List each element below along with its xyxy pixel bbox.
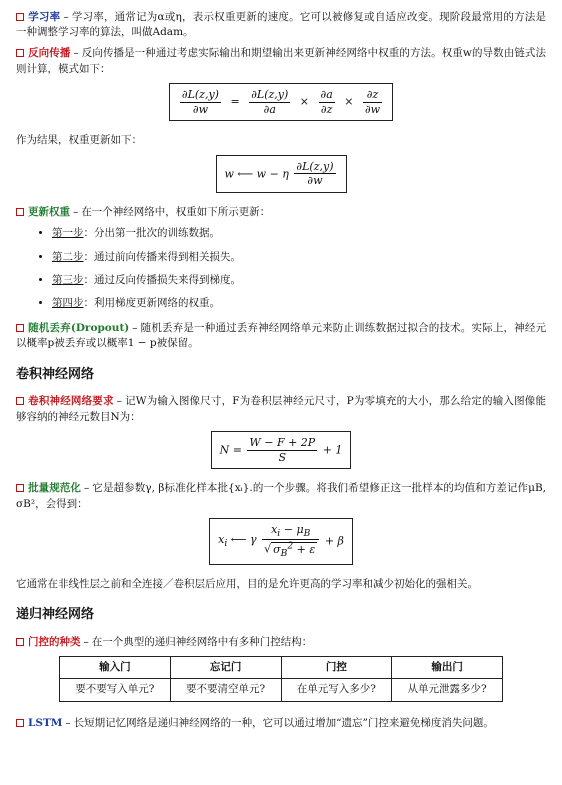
table-header-cell: 忘记门: [170, 657, 281, 679]
gates-term: 门控的种类: [28, 635, 81, 648]
cnn-heading: 卷积神经网络: [16, 366, 95, 382]
backprop-paragraph: 反向传播 – 反向传播是一种通过考虑实际输出和期望输出来更新神经网络中权重的方法。权重w的导数由链式法则计算，模式如下：: [16, 47, 546, 75]
chain-rule-equation: $\frac{\partial L(z,y)}{\partial w}$ = $\frac{\partial L(z,y)}{\partial a}$ × $\frac{\partial a}{\partial z}$ × $\frac{\partial z}{\partial w}$: [16, 83, 546, 122]
table-cell: 要不要清空单元?: [170, 679, 281, 701]
update-weights-paragraph: 更新权重 – 在一个神经网络中，权重如下所示更新：: [16, 205, 546, 220]
weight-update-equation: w ⟵ w − η $\frac{\partial L(z,y)}{\partial w}$: [16, 155, 546, 194]
learning-rate-term: 学习率: [28, 11, 61, 23]
backprop-result-text: 作为结果，权重更新如下：: [16, 134, 142, 147]
list-item: • 第一步：分出第一批次的训练数据。: [52, 226, 546, 241]
update-weights-term: 更新权重: [28, 206, 70, 219]
cnn-term: 卷积神经网络要求: [28, 395, 114, 408]
dropout-paragraph: 随机丢弃(Dropout) – 随机丢弃是一种通过丢弃神经网络单元来防止训练数据过拟合的技术。实际上，神经元以概率p被丢弃或以概率1 − p被保留。: [16, 322, 547, 350]
learning-rate-paragraph: 学习率 – 学习率，通常记为α或η，表示权重更新的速度。它可以被修复或自适应改变。现阶段最常用的方法是一种调整学习率的算法，叫做Adam。: [16, 11, 547, 39]
batchnorm-after-text: 它通常在非线性层之前和全连接／卷积层后应用，目的是允许更高的学习率和减少初始化的强相关。: [16, 577, 478, 590]
batchnorm-paragraph: 批量规范化 – 它是超参数γ, β标准化样本批{xᵢ}.的一个步骤。将我们希望修正这一批样本的均值和方差记作μB, σB²，会得到：: [16, 482, 546, 510]
list-item: • 第四步：利用梯度更新网络的权重。: [52, 296, 546, 311]
checkbox-bullet-icon: [16, 719, 24, 727]
table-row: [60, 679, 503, 701]
gates-paragraph: 门控的种类 – 在一个典型的递归神经网络中有多种门控结构：: [16, 635, 546, 650]
table-cell: 在单元写入多少?: [281, 679, 392, 701]
learning-rate-text: 学习率，通常记为α或η，表示权重更新的速度。它可以被修复或自适应改变。现阶段最常用的方法是一种调整学习率的算法，叫做Adam。: [16, 11, 547, 39]
list-item: • 第三步：通过反向传播损失来得到梯度。: [52, 273, 546, 288]
lstm-text: 长短期记忆网络是递归神经网络的一种，它可以通过增加“遗忘”门控来避免梯度消失问题。: [73, 716, 494, 729]
table-header-cell: 门控: [281, 657, 392, 679]
rnn-heading: 递归神经网络: [16, 607, 95, 622]
neuron-count-equation: N = $\frac{W - F + 2P}{S}$ + 1: [16, 431, 546, 470]
checkbox-bullet-icon: [16, 208, 24, 216]
lstm-paragraph: LSTM – 长短期记忆网络是递归神经网络的一种，它可以通过增加“遗忘”门控来避免梯度消失问题。: [16, 716, 546, 731]
list-item: • 第二步：通过前向传播来得到相关损失。: [52, 250, 546, 265]
checkbox-bullet-icon: [16, 49, 24, 57]
dropout-text: 随机丢弃是一种通过丢弃神经网络单元来防止训练数据过拟合的技术。实际上，神经元以概率p被丢弃或以概率1 − p被保留。: [16, 322, 547, 350]
checkbox-bullet-icon: [16, 13, 24, 21]
gates-text: 在一个典型的递归神经网络中有多种门控结构：: [91, 635, 313, 648]
cnn-paragraph: 卷积神经网络要求 – 记W为输入图像尺寸，F为卷积层神经元尺寸，P为零填充的大小，那么给定的输入图像能够容纳的神经元数目N为：: [16, 395, 546, 423]
backprop-text: 反向传播是一种通过考虑实际输出和期望输出来更新神经网络中权重的方法。权重w的导数由链式法则计算，模式如下：: [16, 47, 546, 75]
table-cell: 从单元泄露多少?: [392, 679, 503, 701]
table-header-cell: 输出门: [392, 657, 503, 679]
batchnorm-text: 它是超参数γ, β标准化样本批{xᵢ}.的一个步骤。将我们希望修正这一批样本的均值和方差记作μB, σB²，会得到：: [16, 482, 546, 510]
checkbox-bullet-icon: [16, 484, 24, 492]
lstm-term: LSTM: [28, 716, 63, 729]
update-weights-text: 在一个神经网络中，权重如下所示更新：: [81, 206, 271, 219]
batchnorm-equation: $x_i$ ⟵ γ $\frac{x_i - \mu_B}{√ \sigma_B^2 + \varepsilon}$ + β: [16, 518, 546, 565]
table-cell: 要不要写入单元?: [60, 679, 171, 701]
dropout-term: 随机丢弃(Dropout): [28, 322, 130, 335]
gate-types-table: [59, 656, 503, 701]
update-steps-list: [16, 226, 546, 311]
cnn-text: 记W为输入图像尺寸，F为卷积层神经元尺寸，P为零填充的大小，那么给定的输入图像能够容纳的神经元数目N为：: [16, 395, 546, 423]
checkbox-bullet-icon: [16, 397, 24, 405]
checkbox-bullet-icon: [16, 324, 24, 332]
table-header-row: [60, 657, 503, 679]
checkbox-bullet-icon: [16, 638, 24, 646]
batchnorm-term: 批量规范化: [28, 482, 82, 495]
backprop-term: 反向传播: [28, 47, 71, 60]
table-header-cell: 输入门: [60, 657, 171, 679]
